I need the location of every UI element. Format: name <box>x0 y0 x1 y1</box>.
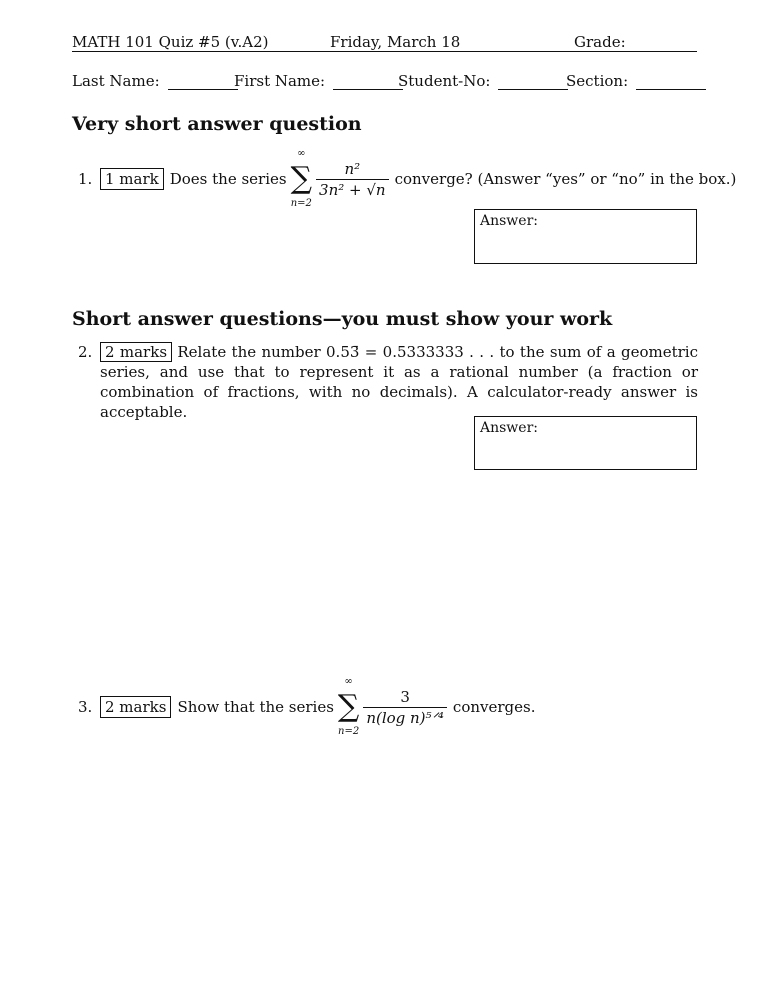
q3-sum-lower: n=2 <box>338 726 360 737</box>
section1-title: Very short answer question <box>72 113 362 135</box>
section-label: Section: <box>566 72 629 90</box>
question-2 <box>78 342 698 422</box>
question-3 <box>78 672 535 742</box>
q1-numerator: n² <box>344 159 361 178</box>
q3-sum-symbol: ∞ ∑ n=2 <box>338 672 359 742</box>
q1-text-after: converge? (Answer “yes” or “no” in the box.) <box>394 170 737 188</box>
q2-text: Relate the number 0.53̄ = 0.5333333 . . . to the sum of a geometric series, and use that to represent it as a rational number (a fraction or combination of fractions, with no decimals). A calculator-ready answer is acceptable. <box>100 343 698 421</box>
q1-number: 1. <box>78 170 93 188</box>
q3-number: 3. <box>78 698 93 716</box>
grade-label: Grade: <box>574 33 626 51</box>
q2-number: 2. <box>78 343 93 361</box>
q2-marks: 2 marks <box>100 342 172 362</box>
student-no-label: Student-No: <box>398 72 491 90</box>
header-rule <box>72 51 697 52</box>
q3-denominator: n(log n)⁵ᐟ⁴ <box>363 707 447 728</box>
course-title: MATH 101 Quiz #5 (v.A2) <box>72 33 269 51</box>
student-no-blank[interactable] <box>498 77 568 90</box>
q1-sum-symbol: ∞ ∑ n=2 <box>291 144 312 214</box>
quiz-date: Friday, March 18 <box>330 33 461 51</box>
q1-text-before: Does the series <box>169 170 287 188</box>
q3-fraction <box>363 687 447 728</box>
q3-text-before: Show that the series <box>177 698 334 716</box>
q1-answer-box[interactable] <box>474 209 697 264</box>
first-name-field[interactable] <box>234 72 403 90</box>
q1-sum-upper: ∞ <box>297 148 306 159</box>
q1-fraction <box>316 159 389 200</box>
last-name-blank[interactable] <box>168 77 238 90</box>
last-name-field[interactable] <box>72 72 238 90</box>
q1-marks: 1 mark <box>100 168 164 190</box>
section-blank[interactable] <box>636 77 706 90</box>
q3-marks: 2 marks <box>100 696 171 718</box>
student-no-field[interactable] <box>398 72 568 90</box>
last-name-label: Last Name: <box>72 72 160 90</box>
q2-answer-box[interactable] <box>474 416 697 470</box>
q3-numerator: 3 <box>400 687 410 706</box>
q3-sum-upper: ∞ <box>344 676 353 687</box>
question-1 <box>78 144 736 214</box>
q1-denominator: 3n² + √n <box>316 179 389 200</box>
q2-answer-label: Answer: <box>480 420 538 436</box>
first-name-label: First Name: <box>234 72 326 90</box>
section-field[interactable] <box>566 72 706 90</box>
q3-text-after: converges. <box>452 698 536 716</box>
q1-answer-label: Answer: <box>480 213 538 229</box>
q1-sum-lower: n=2 <box>290 198 312 209</box>
first-name-blank[interactable] <box>333 77 403 90</box>
section2-title: Short answer questions—you must show your work <box>72 308 613 330</box>
